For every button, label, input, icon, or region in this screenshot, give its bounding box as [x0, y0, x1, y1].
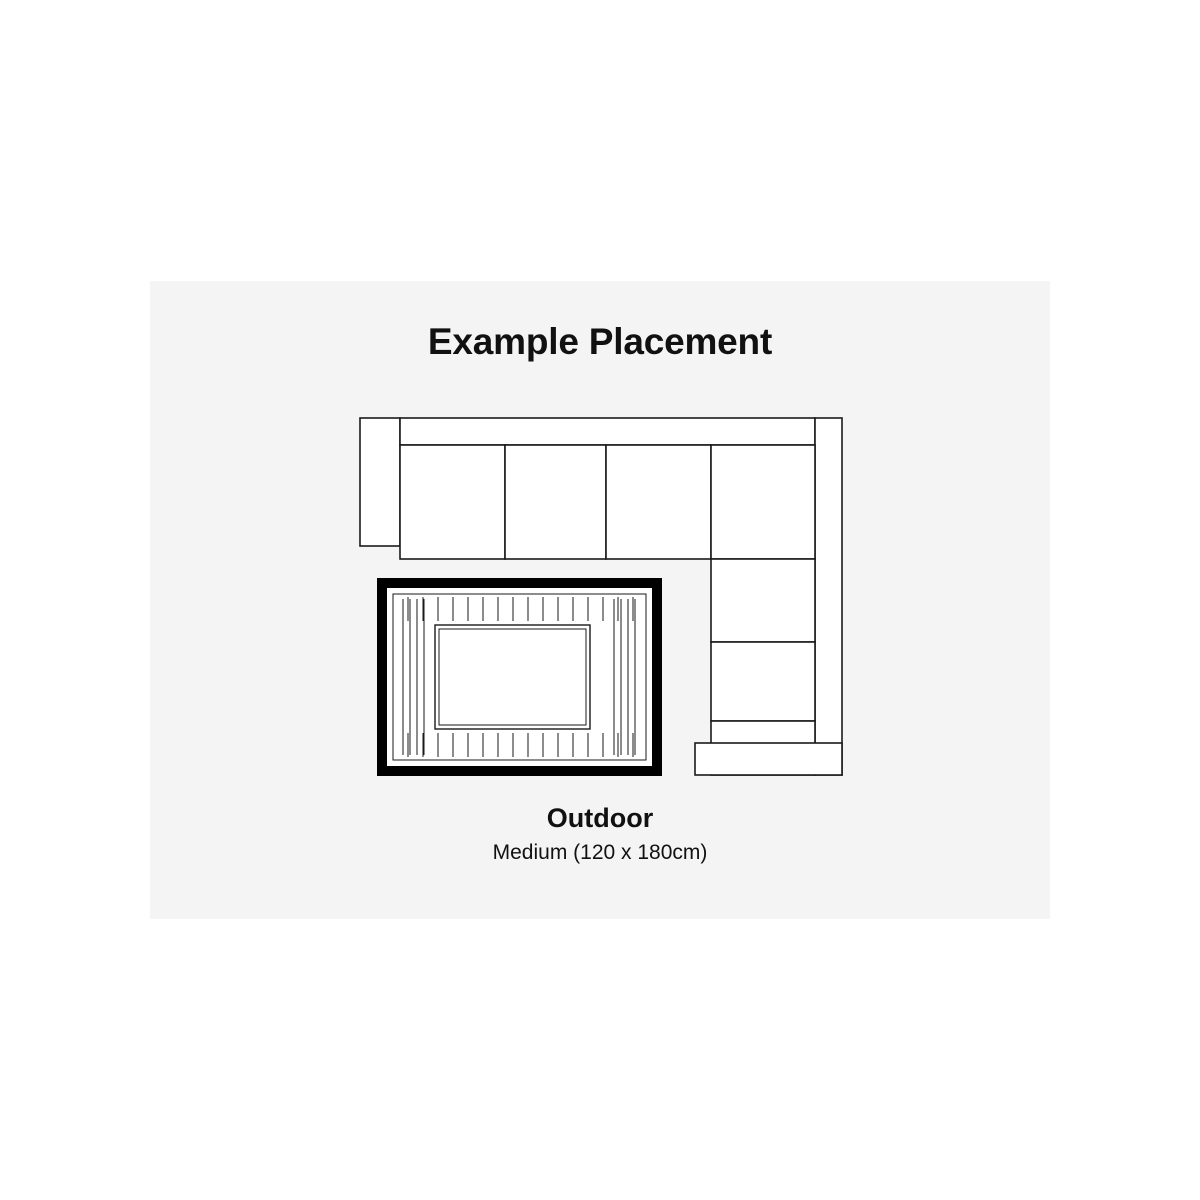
product-size: Medium (120 x 180cm)	[492, 841, 708, 865]
diagram-panel	[150, 281, 1050, 919]
product-name: Outdoor	[546, 803, 654, 833]
page-title: Example Placement	[427, 321, 773, 362]
coffee-table	[435, 625, 590, 729]
caption-block	[150, 803, 1050, 865]
